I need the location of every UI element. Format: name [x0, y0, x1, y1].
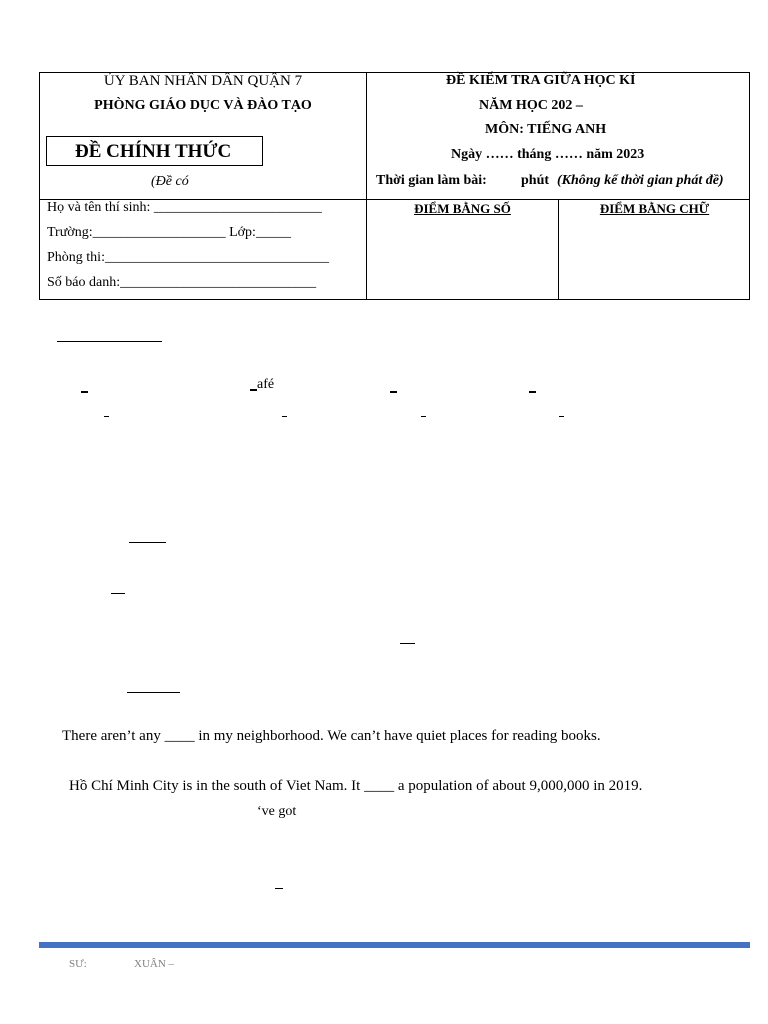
section-heading-underline — [57, 341, 162, 342]
footer-bar — [39, 942, 750, 948]
footer-left-text: SƯ: — [69, 958, 87, 970]
student-name-field: Họ và tên thí sinh: ________________________ — [47, 200, 322, 215]
authority-name: ỦY BAN NHÂN DÂN QUẬN 7 — [103, 73, 303, 89]
header-divider — [366, 72, 367, 300]
answer-blank — [129, 542, 166, 543]
question-sentence-2: Hồ Chí Minh City is in the south of Viet Nam. It ____ a population of about 9,000,000 in 2019. — [69, 778, 643, 794]
blank-mark — [275, 888, 283, 889]
time-unit: phút — [521, 173, 550, 188]
blank-mark — [529, 391, 536, 393]
blank-mark — [282, 416, 287, 417]
exam-date: Ngày …… tháng …… năm 2023 — [451, 147, 645, 162]
blank-mark — [390, 391, 397, 393]
blank-mark — [250, 389, 257, 391]
department-name: PHÒNG GIÁO DỤC VÀ ĐÀO TẠO — [94, 98, 312, 113]
student-id-field: Số báo danh:____________________________ — [47, 275, 317, 290]
answer-blank — [127, 692, 180, 693]
blank-mark — [559, 416, 564, 417]
cafe-fragment: afé — [257, 377, 275, 392]
subject: MÔN: TIẾNG ANH — [485, 122, 607, 137]
official-label: ĐỀ CHÍNH THỨC — [75, 141, 232, 162]
blank-mark — [104, 416, 109, 417]
score-words-heading: ĐIỂM BẰNG CHỮ — [599, 201, 710, 216]
school-year: NĂM HỌC 202 – — [479, 98, 583, 113]
option-fragment: ‘ve got — [257, 804, 297, 819]
footer-right-text: XUÂN – — [134, 958, 175, 970]
blank-mark — [421, 416, 426, 417]
blank-mark — [81, 391, 88, 393]
question-sentence-1: There aren’t any ____ in my neighborhood. We can’t have quiet places for reading books. — [62, 728, 601, 744]
student-school-field: Trường:___________________ Lớp:_____ — [47, 225, 291, 240]
score-numeric-heading: ĐIỂM BẰNG SỐ — [414, 201, 511, 216]
exam-title: ĐỀ KIỂM TRA GIỮA HỌC KÌ — [446, 73, 636, 88]
answer-blank — [111, 593, 125, 594]
pages-note: (Đề có — [151, 174, 189, 189]
time-note: (Không kể thời gian phát đề) — [557, 173, 724, 188]
answer-blank — [400, 643, 415, 644]
time-label: Thời gian làm bài: — [376, 173, 487, 188]
student-room-field: Phòng thi:________________________________ — [47, 250, 329, 265]
